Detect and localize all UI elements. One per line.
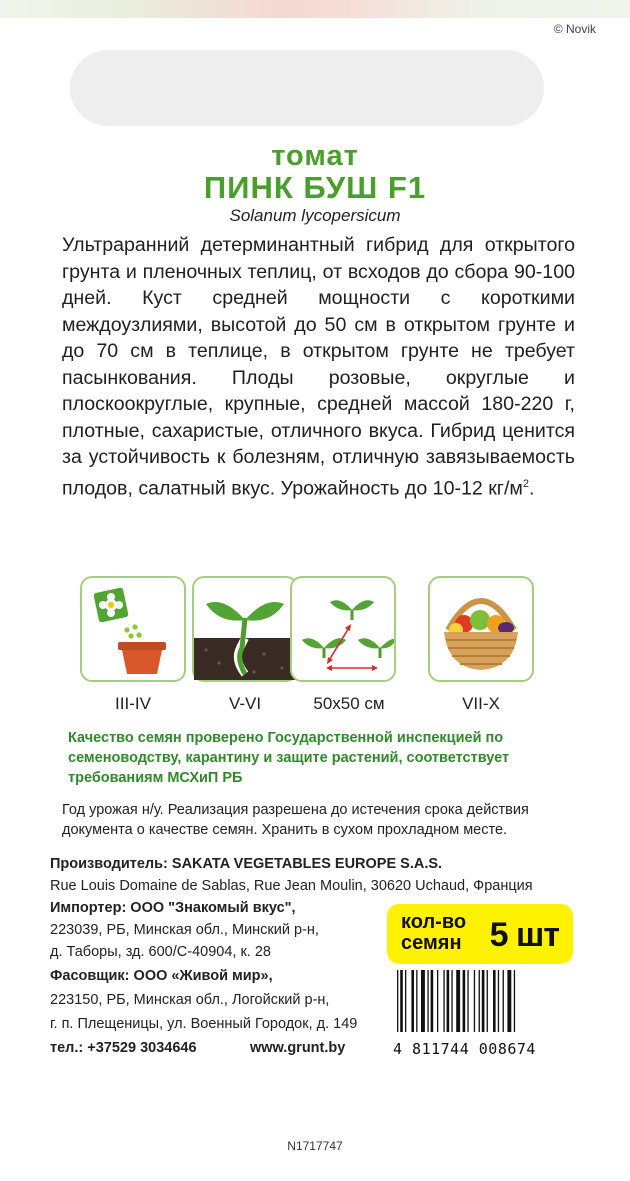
- icon-caption-harvest: VII-X: [462, 694, 500, 713]
- variety-name: ПИНК БУШ F1: [203, 170, 427, 205]
- packer-line-2: г. п. Плещеницы, ул. Военный Городок, д. 149: [50, 1016, 358, 1032]
- importer-line-1: 223039, РБ, Минская обл., Минский р-н,: [50, 922, 319, 938]
- seed-quantity-badge: [387, 904, 573, 964]
- copyright: © Novik: [553, 22, 596, 36]
- producer-label: Производитель: SAKATA VEGETABLES EUROPE S.A.S.: [50, 856, 443, 872]
- footer-code: N1717747: [287, 1139, 343, 1153]
- latin-name: Solanum lycopersicum: [229, 206, 401, 225]
- quantity-label: кол-во семян: [401, 911, 467, 954]
- crop-name: томат: [271, 140, 359, 172]
- sowing-pot-icon: [80, 576, 186, 682]
- producer-address: Rue Louis Domaine de Sablas, Rue Jean Moulin, 30620 Uchaud, Франция: [50, 878, 533, 894]
- quantity-value: 5 шт: [489, 916, 559, 954]
- description-text: Ультраранний детерминантный гибрид для открытого грунта и пленочных теплиц, от всходов до сбора 90-100 дней. Куст средней мощности с короткими междоузлиями, высотой до 50 см в открытом грунте и до 70 см в теплице, в открытом грунте не требует пасынкования. Плоды розовые, округлые и плоскоокруглые, крупные, средней массой 180-220 г, плотные, сахаристые, отличного вкуса. Гибрид ценится за устойчивость к болезням, отличную завязываемость плодов, салатный вкус. Урожайность до 10-12 кг/м: [62, 234, 575, 500]
- planting-scheme-icon: [290, 576, 396, 682]
- packer-label: Фасовщик: ООО «Живой мир»,: [50, 968, 273, 984]
- label-placeholder: [70, 50, 544, 126]
- importer-label: Импортер: ООО "Знакомый вкус",: [50, 900, 296, 916]
- storage-note: Год урожая н/у. Реализация разрешена до истечения срока действия документа о качестве семян. Хранить в сухом прохладном месте.: [62, 802, 529, 838]
- seedling-icon: [192, 576, 298, 682]
- packer-line-1: 223150, РБ, Минская обл., Логойский р-н,: [50, 992, 330, 1008]
- website-link[interactable]: www.grunt.by: [250, 1040, 346, 1056]
- barcode: [395, 970, 575, 1032]
- phone: тел.: +37529 3034646: [50, 1040, 197, 1056]
- description-end: .: [529, 477, 535, 500]
- barcode-digits: 4 811744 008674: [393, 1040, 536, 1058]
- icon-caption-scheme: 50x50 см: [313, 694, 385, 713]
- harvest-basket-icon: [428, 576, 534, 682]
- importer-line-2: д. Таборы, зд. 600/С-40904, к. 28: [50, 944, 271, 960]
- description-sup: 2: [522, 477, 529, 490]
- icon-caption-seedling: V-VI: [228, 694, 262, 713]
- icon-caption-sowing: III-IV: [115, 694, 151, 713]
- quality-statement: Качество семян проверено Государственной инспекцией по семеноводству, карантину и защите растений, соответствует требованиям МСХиП РБ: [68, 730, 510, 786]
- description: [62, 232, 575, 502]
- top-photo-strip: [0, 0, 630, 18]
